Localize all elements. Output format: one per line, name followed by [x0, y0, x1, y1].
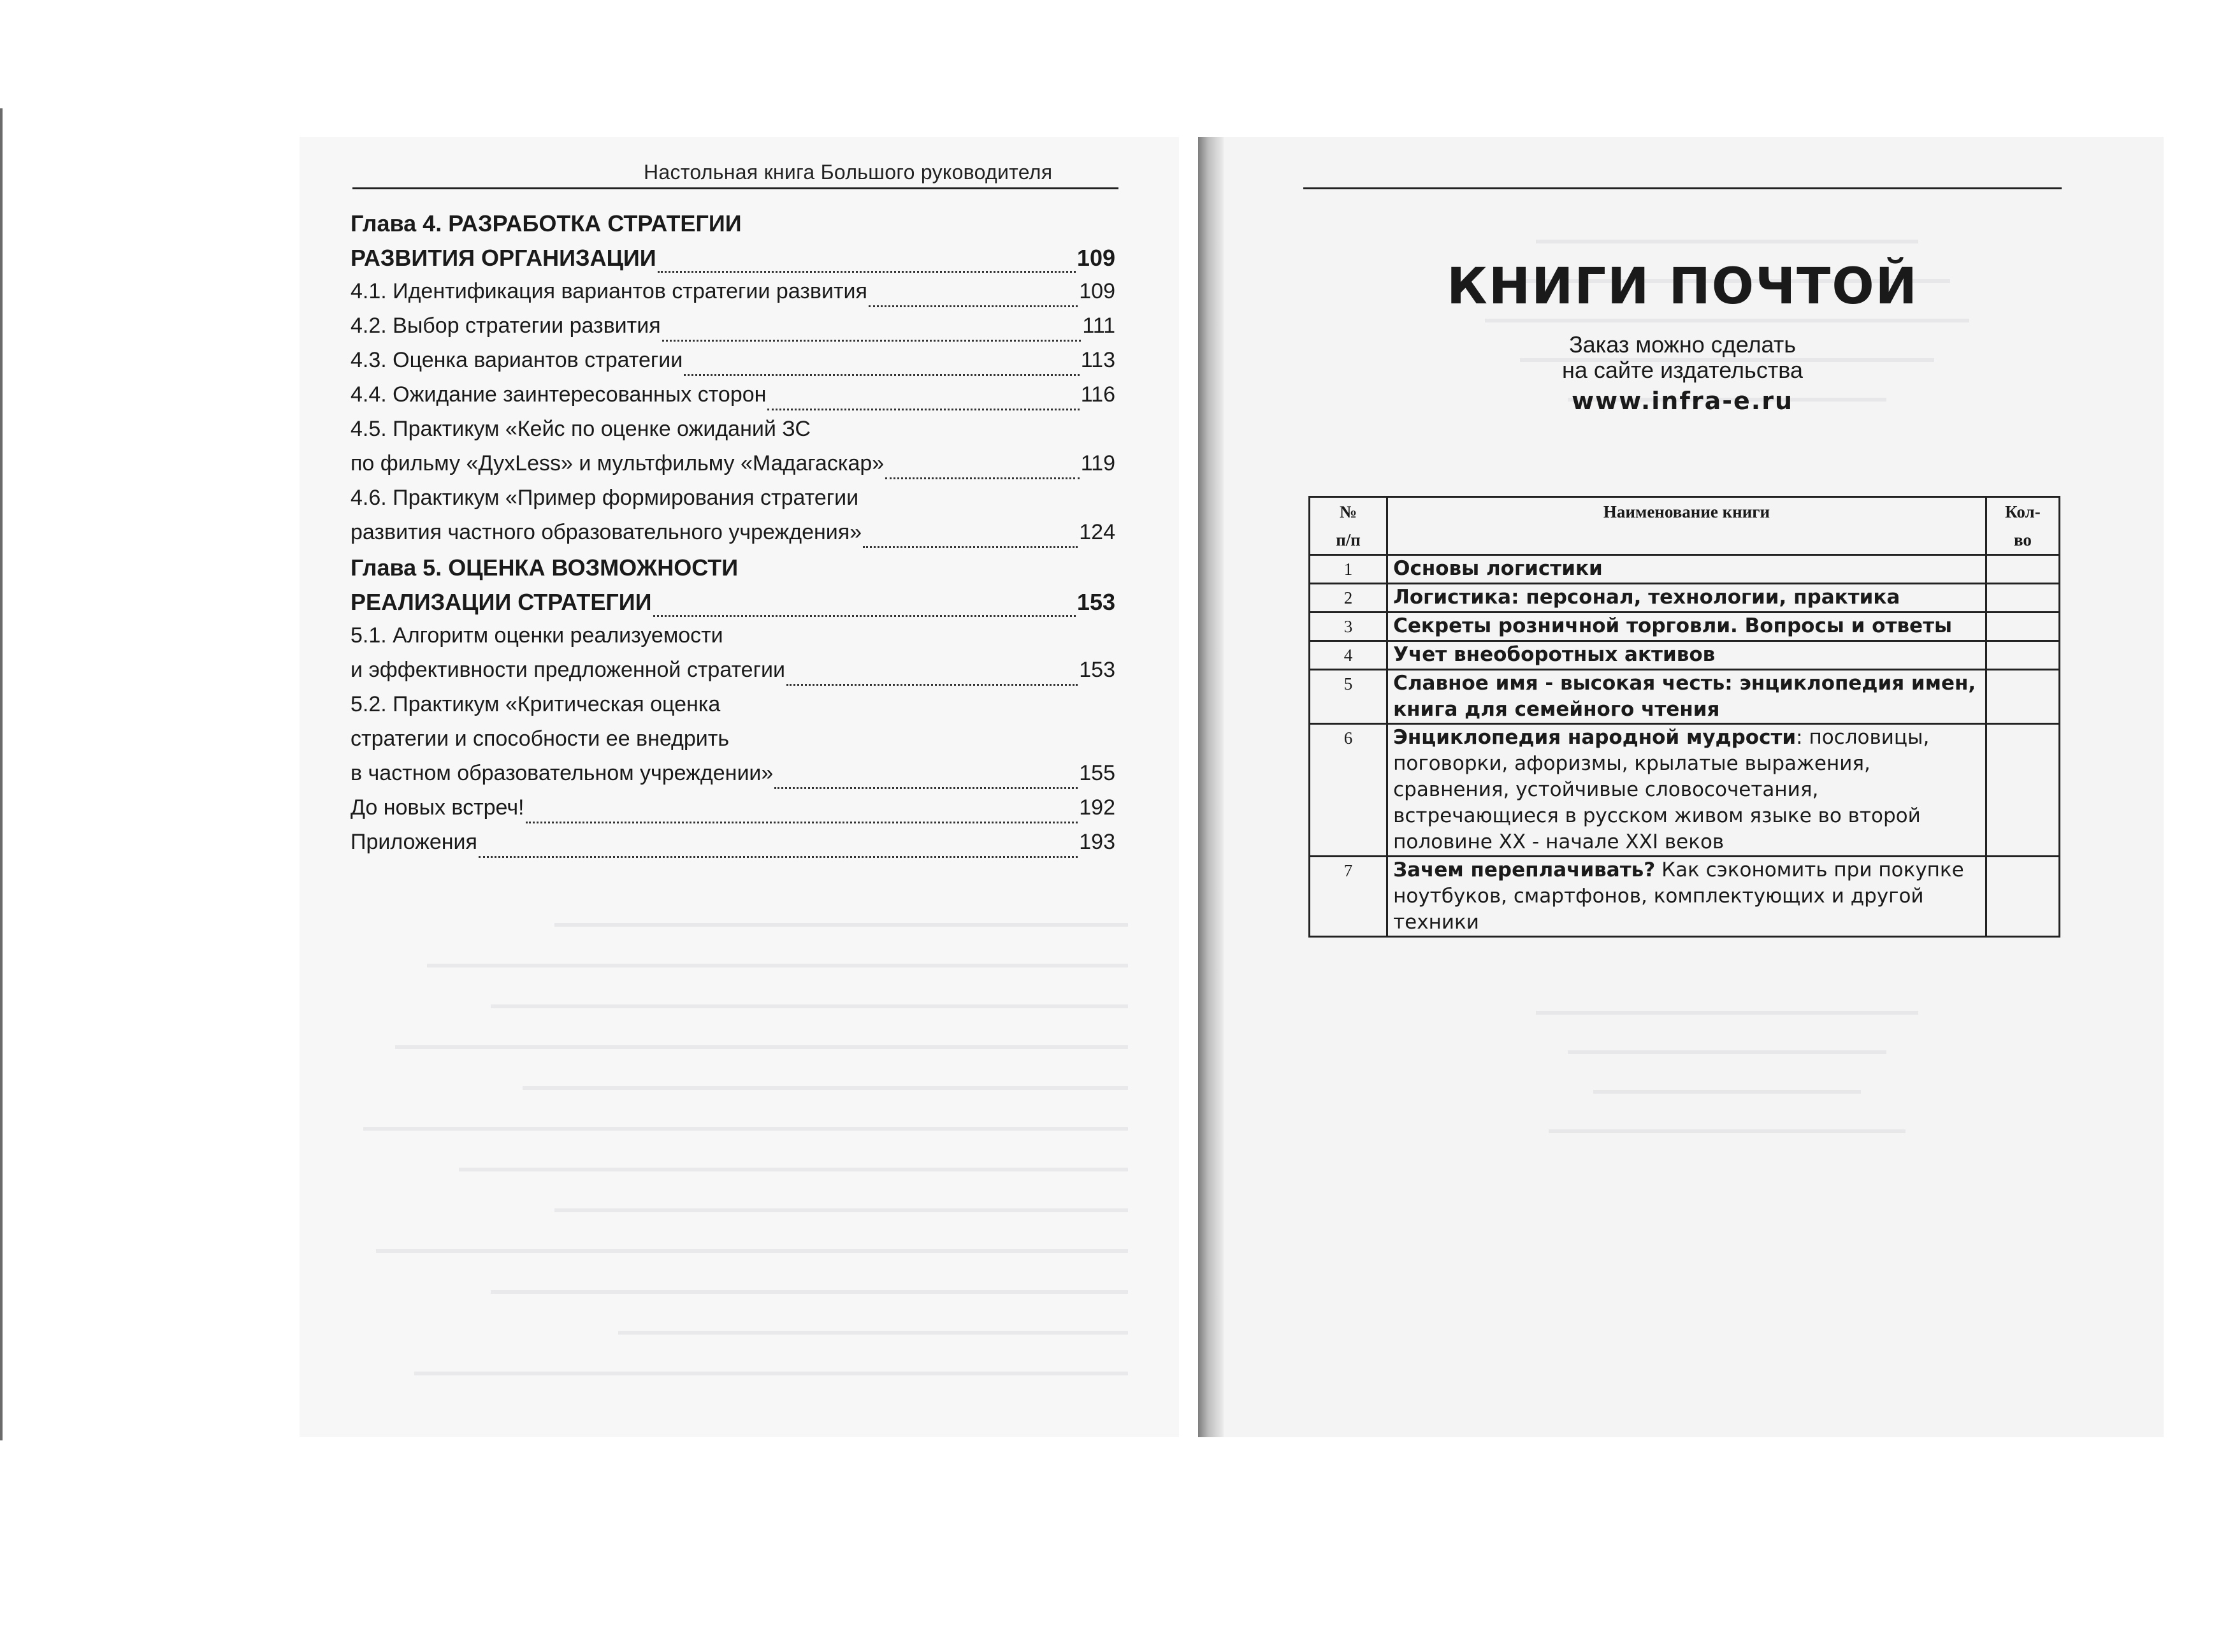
toc-page-number: 119	[1080, 451, 1115, 475]
toc-entry	[351, 658, 1115, 692]
toc-entry-text: Приложения	[351, 830, 477, 854]
toc-page-number: 153	[1076, 589, 1115, 615]
header-qty-text: Кол- во	[2005, 502, 2041, 549]
toc-leader-dots	[662, 339, 1081, 342]
row-number: 2	[1310, 584, 1387, 612]
book-title	[1387, 724, 1986, 857]
toc-entry	[351, 486, 1115, 520]
running-head: Настольная книга Большого руководителя	[644, 161, 1053, 184]
toc-leader-dots	[684, 373, 1080, 376]
toc-entry-text: РЕАЛИЗАЦИИ СТРАТЕГИИ	[351, 589, 652, 615]
table-row	[1310, 555, 2060, 584]
toc-entry	[351, 348, 1115, 382]
toc-entry	[351, 761, 1115, 795]
toc-entry	[351, 417, 1115, 451]
quantity-cell[interactable]	[1986, 555, 2059, 584]
toc-leader-dots	[526, 821, 1078, 823]
toc-entry	[351, 623, 1115, 658]
toc-entry-text: и эффективности предложенной стратегии	[351, 658, 785, 682]
table-of-contents	[351, 210, 1115, 864]
toc-entry	[351, 830, 1115, 864]
row-number: 3	[1310, 612, 1387, 641]
book-title-bold: Секреты розничной торговли. Вопросы и ответы	[1393, 614, 1953, 637]
toc-entry-text: стратегии и способности ее внедрить	[351, 727, 730, 751]
toc-entry-text: развития частного образовательного учреждения»	[351, 520, 862, 544]
toc-entry	[351, 279, 1115, 314]
toc-entry-text: Глава 4. РАЗРАБОТКА СТРАТЕГИИ	[351, 210, 742, 236]
header-num-text: № п/п	[1336, 502, 1361, 549]
toc-entry-text: Глава 5. ОЦЕНКА ВОЗМОЖНОСТИ	[351, 554, 739, 581]
quantity-cell[interactable]	[1986, 670, 2059, 724]
page-title: КНИГИ ПОЧТОЙ	[1447, 258, 1918, 315]
header-name: Наименование книги	[1387, 497, 1986, 555]
publisher-url[interactable]: www.infra-e.ru	[1571, 387, 1794, 415]
book-title	[1387, 670, 1986, 724]
order-text-line-1: Заказ можно сделать	[1568, 331, 1797, 358]
toc-page-number: 153	[1079, 658, 1115, 682]
row-number: 4	[1310, 641, 1387, 670]
book-title-bold: Основы логистики	[1393, 557, 1603, 580]
toc-entry-text: 5.2. Практикум «Критическая оценка	[351, 692, 721, 716]
book-title-bold: Логистика: персонал, технологии, практика	[1393, 586, 1900, 609]
table-row	[1310, 857, 2060, 937]
toc-page-number: 113	[1080, 348, 1115, 372]
toc-leader-dots	[786, 683, 1078, 686]
book-title-bold: Славное имя - высокая честь: энциклопедия имен, книга для семейного чтения	[1393, 672, 1976, 721]
toc-entry-text: в частном образовательном учреждении»	[351, 761, 774, 785]
book-title	[1387, 555, 1986, 584]
toc-entry-text: До новых встреч!	[351, 795, 524, 820]
order-text-line-2: на сайте издательства	[1561, 357, 1804, 383]
quantity-cell[interactable]	[1986, 612, 2059, 641]
quantity-cell[interactable]	[1986, 724, 2059, 857]
quantity-cell[interactable]	[1986, 584, 2059, 612]
toc-leader-dots	[869, 305, 1078, 307]
toc-page-number: 111	[1082, 314, 1115, 338]
toc-leader-dots	[658, 270, 1076, 273]
book-title	[1387, 641, 1986, 670]
book-title-description: Как сэкономить при покупке ноутбуков, смартфонов, комплектующих и другой техники	[1393, 859, 1964, 934]
toc-entry	[351, 589, 1115, 623]
row-number: 1	[1310, 555, 1387, 584]
scan-edge	[0, 108, 3, 1440]
toc-entry-text: 4.3. Оценка вариантов стратегии	[351, 348, 683, 372]
book-title	[1387, 612, 1986, 641]
toc-entry	[351, 314, 1115, 348]
toc-leader-dots	[767, 408, 1079, 410]
toc-page-number: 124	[1079, 520, 1115, 544]
table-row	[1310, 670, 2060, 724]
toc-entry-text: 4.5. Практикум «Кейс по оценке ожиданий ЗС	[351, 417, 811, 441]
toc-entry-text: по фильму «ДухLess» и мультфильму «Мадагаскар»	[351, 451, 885, 475]
quantity-cell[interactable]	[1986, 641, 2059, 670]
toc-page-number: 193	[1079, 830, 1115, 854]
show-through-left	[331, 886, 1128, 1409]
toc-entry	[351, 210, 1115, 245]
toc-entry-text: 4.4. Ожидание заинтересованных сторон	[351, 382, 767, 407]
toc-leader-dots	[885, 477, 1080, 479]
toc-entry-text: 4.1. Идентификация вариантов стратегии развития	[351, 279, 867, 303]
book-title	[1387, 584, 1986, 612]
toc-page-number: 192	[1079, 795, 1115, 820]
book-spine-shadow	[1198, 137, 1224, 1437]
toc-entry	[351, 554, 1115, 589]
header-qty	[1986, 497, 2059, 555]
row-number: 7	[1310, 857, 1387, 937]
header-rule-right	[1303, 187, 2062, 189]
quantity-cell[interactable]	[1986, 857, 2059, 937]
table-row	[1310, 724, 2060, 857]
toc-leader-dots	[479, 855, 1078, 858]
toc-page-number: 109	[1076, 245, 1115, 271]
toc-leader-dots	[653, 614, 1076, 617]
book-title-description: : пословицы, поговорки, афоризмы, крылатые выражения, сравнения, устойчивые словосочетания, встречающиеся в русском живом языке во второй половине XX - начале XXI веков	[1393, 726, 1930, 853]
toc-page-number: 155	[1079, 761, 1115, 785]
toc-entry	[351, 727, 1115, 761]
toc-page-number: 116	[1080, 382, 1115, 407]
toc-entry	[351, 245, 1115, 279]
book-title-bold: Энциклопедия народной мудрости	[1393, 726, 1797, 749]
table-row	[1310, 612, 2060, 641]
book-title-bold: Учет внеоборотных активов	[1393, 643, 1716, 666]
toc-entry-text: 5.1. Алгоритм оценки реализуемости	[351, 623, 723, 648]
table-row	[1310, 641, 2060, 670]
toc-entry	[351, 451, 1115, 486]
toc-entry-text: 4.6. Практикум «Пример формирования стратегии	[351, 486, 859, 510]
row-number: 6	[1310, 724, 1387, 857]
table-row	[1310, 584, 2060, 612]
table-header-row	[1310, 497, 2060, 555]
book-title-bold: Зачем переплачивать?	[1393, 859, 1656, 881]
header-num	[1310, 497, 1387, 555]
toc-entry	[351, 520, 1115, 554]
toc-entry-text: 4.2. Выбор стратегии развития	[351, 314, 661, 338]
toc-page-number: 109	[1079, 279, 1115, 303]
toc-leader-dots	[863, 546, 1078, 548]
book-title	[1387, 857, 1986, 937]
toc-entry	[351, 382, 1115, 417]
header-rule	[352, 187, 1118, 189]
toc-entry-text: РАЗВИТИЯ ОРГАНИЗАЦИИ	[351, 245, 656, 271]
books-table	[1308, 496, 2060, 938]
row-number: 5	[1310, 670, 1387, 724]
toc-entry	[351, 692, 1115, 727]
toc-entry	[351, 795, 1115, 830]
toc-leader-dots	[774, 786, 1078, 789]
